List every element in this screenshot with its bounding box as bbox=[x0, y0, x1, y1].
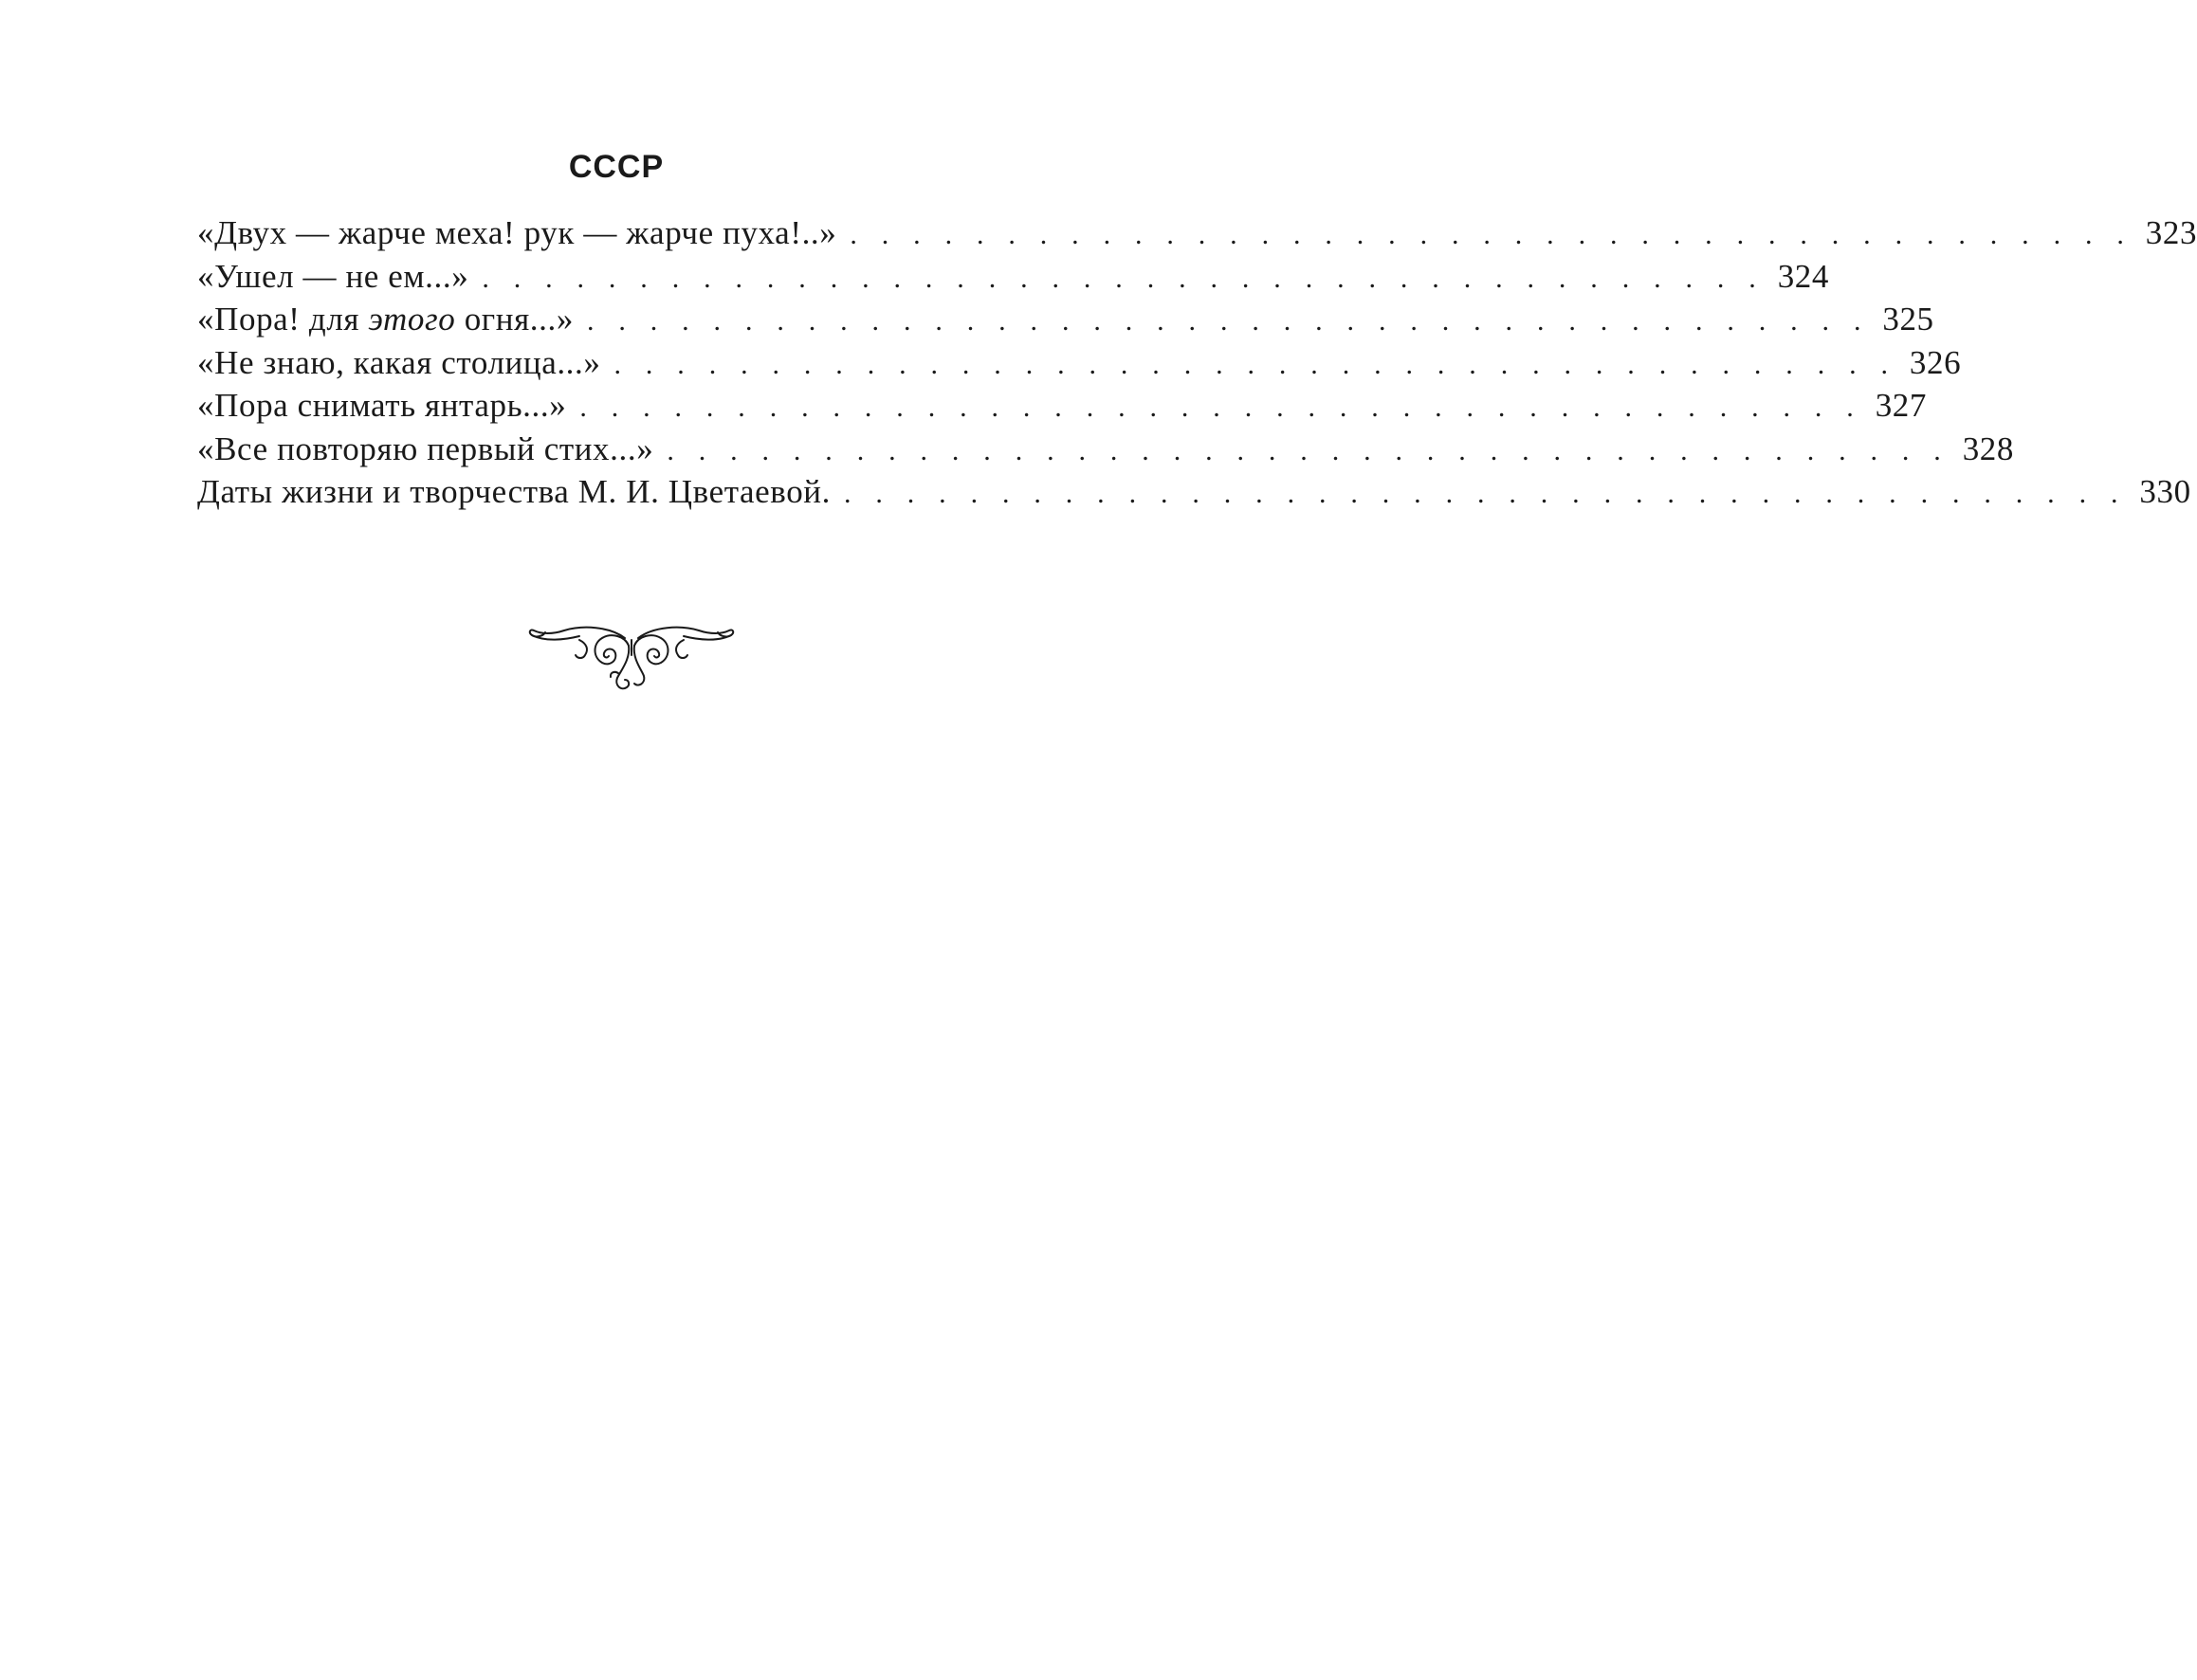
toc-entry[interactable] bbox=[197, 384, 1928, 428]
toc-dot-leader: . . . . . . . . . . . . . . . . . . . . . . . . . . . . . . . . . . . . . . . . . bbox=[613, 348, 1897, 380]
toc-page-number: 324 bbox=[1777, 257, 1830, 295]
toc-dot-leader: . . . . . . . . . . . . . . . . . . . . . . . . . . . . . . . . . . . . . . . . . bbox=[579, 392, 1863, 423]
toc-page-number: 327 bbox=[1875, 387, 1928, 424]
toc-dot-leader: . . . . . . . . . . . . . . . . . . . . . . . . . . . . . . . . . . . . . . . . . bbox=[850, 219, 2133, 250]
toc-page-number: 326 bbox=[1909, 343, 1962, 381]
toc-entry-title: «Пора! для этого огня...» bbox=[197, 301, 574, 338]
toc-entry-title: «Двух — жарче меха! рук — жарче пуха!..» bbox=[197, 214, 837, 251]
toc-dot-leader: . . . . . . . . . . . . . . . . . . . . . . . . . . . . . . . . . . . . . . . . . bbox=[667, 434, 1950, 466]
toc-dot-leader: . . . . . . . . . . . . . . . . . . . . . . . . . . . . . . . . . . . . . . . . . bbox=[482, 262, 1766, 294]
toc-entry-title: «Не знаю, какая столица...» bbox=[197, 343, 601, 381]
toc-page-number: 330 bbox=[2139, 473, 2191, 510]
toc-dot-leader: . . . . . . . . . . . . . . . . . . . . . . . . . . . . . . . . . . . . . . . . . bbox=[586, 305, 1870, 337]
toc-entry-title: «Ушел — не ем...» bbox=[197, 257, 469, 295]
toc-page-number: 328 bbox=[1962, 429, 2015, 467]
toc-entry-title: Даты жизни и творчества М. И. Цветаевой. bbox=[197, 473, 831, 510]
toc-entry[interactable] bbox=[197, 428, 2015, 471]
table-of-contents bbox=[197, 211, 2197, 514]
scroll-ornament-icon bbox=[526, 612, 737, 697]
toc-entry[interactable] bbox=[197, 341, 1962, 385]
toc-page-number: 323 bbox=[2145, 214, 2197, 251]
toc-page-number: 325 bbox=[1882, 301, 1934, 338]
toc-entry[interactable] bbox=[197, 470, 2191, 514]
toc-entry[interactable] bbox=[197, 298, 1934, 341]
toc-entry-title: «Все повторяю первый стих...» bbox=[197, 429, 654, 467]
toc-entry[interactable] bbox=[197, 255, 1830, 299]
toc-entry[interactable] bbox=[197, 211, 2197, 255]
toc-dot-leader: . . . . . . . . . . . . . . . . . . . . . . . . . . . . . . . . . . . . . . . . . bbox=[843, 478, 2127, 509]
toc-entry-title: «Пора снимать янтарь...» bbox=[197, 387, 567, 424]
section-title: СССР bbox=[568, 149, 665, 185]
